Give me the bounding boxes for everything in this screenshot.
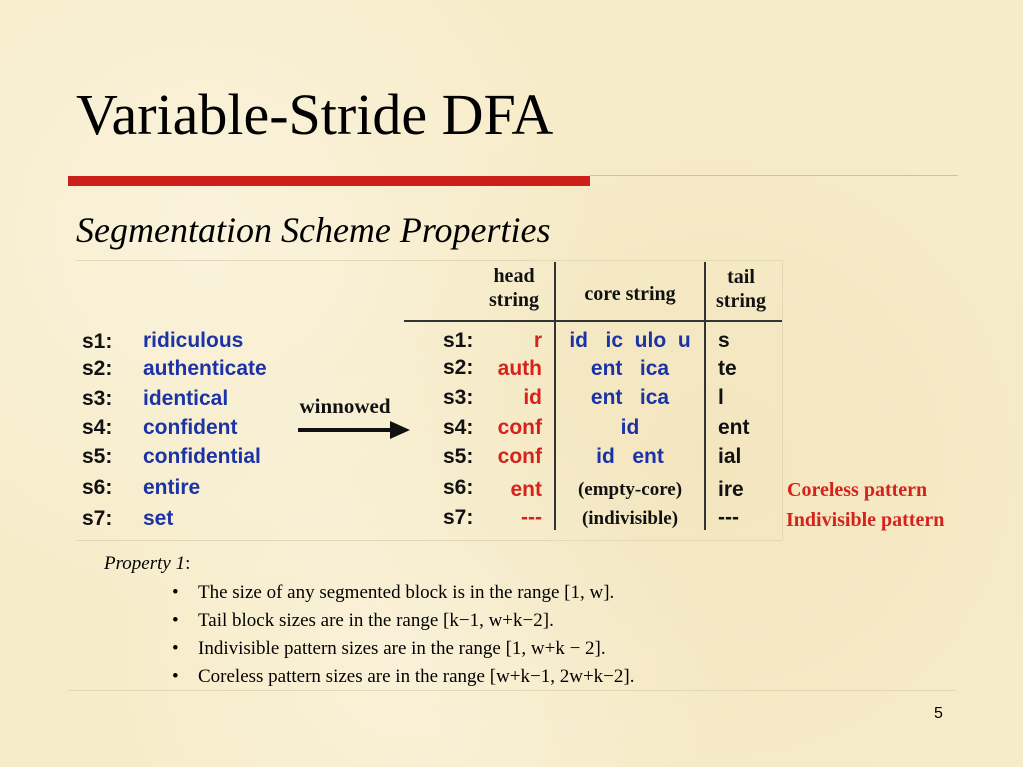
property-bullet-list bbox=[172, 579, 634, 691]
core-cell: (indivisible) bbox=[581, 508, 679, 529]
row-label: s6: bbox=[443, 476, 474, 499]
head-cell: r bbox=[533, 329, 542, 352]
tail-cell: te bbox=[718, 357, 737, 380]
property-heading: Property 1: bbox=[104, 553, 191, 574]
row-label: s5: bbox=[443, 445, 474, 468]
left-label: s7: bbox=[82, 507, 113, 530]
left-word: authenticate bbox=[143, 357, 267, 380]
head-cell: conf bbox=[497, 416, 542, 439]
head-cell: ent bbox=[510, 478, 542, 501]
left-word: confident bbox=[143, 416, 238, 439]
tail-cell: ent bbox=[718, 416, 750, 439]
table-header-tail: tail string bbox=[716, 266, 766, 312]
subtitle: Segmentation Scheme Properties bbox=[76, 210, 551, 250]
left-label: s6: bbox=[82, 476, 113, 499]
property-bullet: • Coreless pattern sizes are in the range [w+k−1, 2w+k−2]. bbox=[172, 663, 634, 691]
figure-border-top bbox=[76, 260, 782, 261]
row-label: s4: bbox=[443, 416, 474, 439]
left-label: s3: bbox=[82, 387, 113, 410]
right-arrow-icon bbox=[298, 419, 412, 441]
table-header-core: core string bbox=[584, 283, 676, 305]
core-cell: id ic ulo u bbox=[569, 329, 691, 352]
left-word: set bbox=[143, 507, 174, 530]
left-word: confidential bbox=[143, 445, 261, 468]
property-bullet: • The size of any segmented block is in the range [1, w]. bbox=[172, 579, 634, 607]
table-header-head: head string bbox=[489, 265, 539, 311]
tail-cell: ire bbox=[718, 478, 744, 501]
tail-cell: --- bbox=[718, 506, 739, 529]
page-number: 5 bbox=[934, 705, 943, 722]
tail-cell: s bbox=[718, 329, 730, 352]
property-bullet: • Indivisible pattern sizes are in the range [1, w+k − 2]. bbox=[172, 635, 634, 663]
left-word: entire bbox=[143, 476, 201, 499]
tail-cell: l bbox=[718, 386, 724, 409]
property-bullet: • Tail block sizes are in the range [k−1, w+k−2]. bbox=[172, 607, 634, 635]
head-cell: auth bbox=[497, 357, 542, 380]
left-label: s1: bbox=[82, 330, 113, 353]
head-cell: id bbox=[523, 386, 542, 409]
row-label: s3: bbox=[443, 386, 474, 409]
left-label: s4: bbox=[82, 416, 113, 439]
table-divider-core-tail bbox=[704, 262, 706, 530]
left-word: ridiculous bbox=[143, 329, 244, 352]
row-label: s2: bbox=[443, 356, 474, 379]
figure-border-bottom bbox=[76, 540, 782, 541]
core-cell: ent ica bbox=[590, 357, 670, 380]
core-cell: id ent bbox=[596, 445, 664, 468]
tail-cell: ial bbox=[718, 445, 742, 468]
head-cell: --- bbox=[521, 506, 542, 529]
left-label: s5: bbox=[82, 445, 113, 468]
title-underline-red bbox=[68, 176, 590, 186]
table-header-rule bbox=[404, 320, 782, 322]
page-title: Variable-Stride DFA bbox=[76, 82, 554, 147]
title-underline-thin bbox=[590, 175, 958, 176]
core-cell: id bbox=[620, 416, 640, 439]
arrow-label: winnowed bbox=[299, 394, 391, 418]
core-cell: (empty-core) bbox=[577, 479, 683, 500]
row-label: s1: bbox=[443, 329, 474, 352]
figure-border-right bbox=[782, 260, 783, 540]
core-cell: ent ica bbox=[590, 386, 670, 409]
head-cell: conf bbox=[497, 445, 542, 468]
row-label: s7: bbox=[443, 506, 474, 529]
left-word: identical bbox=[143, 387, 229, 410]
note-coreless: Coreless pattern bbox=[787, 479, 928, 501]
note-indivisible: Indivisible pattern bbox=[786, 509, 945, 531]
left-label: s2: bbox=[82, 357, 113, 380]
